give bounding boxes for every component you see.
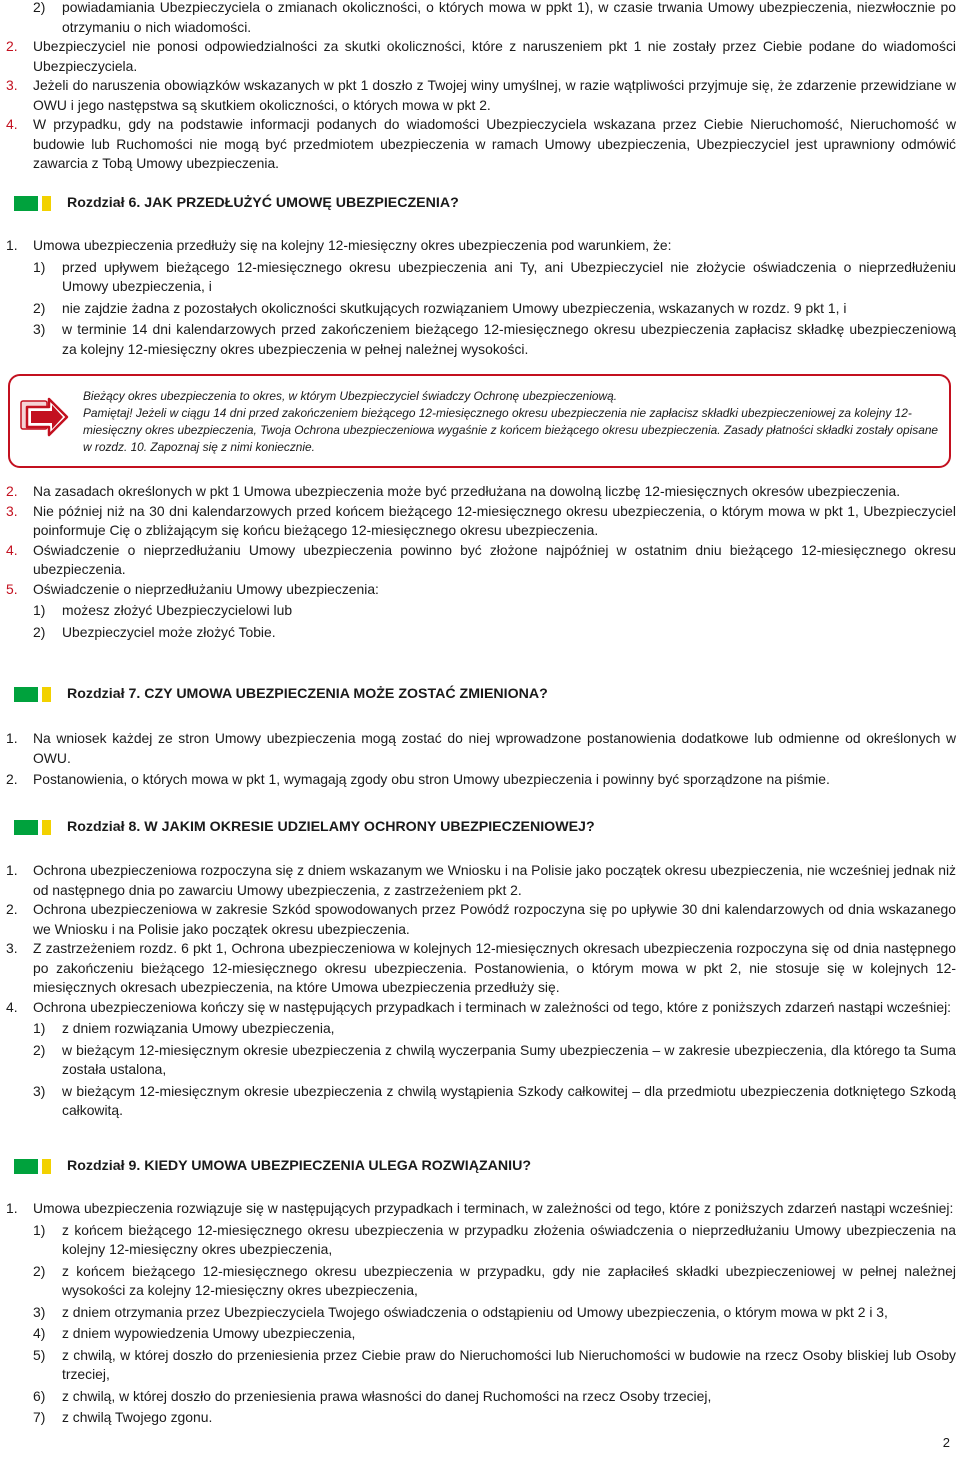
green-square-icon [14,1159,38,1174]
item-number: 3) [33,321,46,337]
yellow-square-icon [42,196,51,211]
item-text: z chwilą, w której doszło do przeniesienia prawa własności do danej Ruchomości na rzecz Osoby trzeciej, [62,1387,712,1404]
item-text: z końcem bieżącego 12-miesięcznego okresu ubezpieczenia w przypadku złożenia oświadczenia o nieprzedłużaniu Umowy ubezpieczenia na kolejny 12-miesięczny okres ubezpieczenia, [62,1221,956,1257]
item-number: 4. [6,998,18,1015]
item-text: przed upływem bieżącego 12-miesięcznego okresu ubezpieczenia ani Ty, ani Ubezpieczyciel nie złożycie oświadczenia o nieprzedłużeniu Umowy ubezpieczenia, i [62,258,956,294]
list-subitem [0,1387,960,1407]
item-text: z chwilą Twojego zgonu. [62,1409,213,1425]
item-number: 1) [33,258,46,275]
item-number: 3) [33,1303,46,1320]
item-text: z dniem otrzymania przez Ubezpieczyciela Twojego oświadczenia o odstąpieniu od Umowy ubezpieczenia, o którym mowa w pkt 2 i 3, [62,1303,888,1320]
item-text: powiadamiania Ubezpieczyciela o zmianach okoliczności, o których mowa w ppkt 1), w czasie trwania Umowy ubezpieczenia, niezwłocznie po otrzymaniu o nich wiadomości. [62,0,956,35]
item-number: 2. [6,38,18,54]
item-number: 5) [33,1346,46,1363]
list-subitem [0,1019,960,1039]
item-text: Na wniosek każdej ze stron Umowy ubezpieczenia mogą zostać do niej wprowadzone postanowienia dodatkowe lub odmienne od określonych w OWU. [33,730,956,766]
item-text: możesz złożyć Ubezpieczycielowi lub [62,602,293,618]
item-number: 2) [33,1262,46,1279]
item-number: 1. [6,730,18,746]
chapter-7-body [0,729,960,790]
chapter-heading [14,817,595,837]
list-subitem [0,258,960,297]
item-text: w bieżącym 12-miesięcznym okresie ubezpieczenia z chwilą wystąpienia Szkody całkowitej – dla przedmiotu ubezpieczenia dotkniętego Szkodą całkowitą. [62,1082,956,1118]
item-text: w bieżącym 12-miesięcznym okresie ubezpieczenia z chwilą wyczerpania Sumy ubezpieczenia – w zakresie ubezpieczenia, dla którego ta Suma została ustalona, [62,1041,956,1077]
list-subitem [0,1082,960,1121]
list-subitem [0,1324,960,1344]
item-text: Umowa ubezpieczenia przedłuży się na kolejny 12-miesięczny okres ubezpieczenia pod warunkiem, że: [33,237,672,253]
item-text: z końcem bieżącego 12-miesięcznego okresu ubezpieczenia w przypadku, gdy nie zapłaciłeś składki ubezpieczeniowej w pełnej należnej wysokości za kolejny 12-miesięczny okres ubezpieczenia, [62,1262,956,1298]
list-subitem [0,1408,960,1428]
item-number: 7) [33,1409,46,1425]
list-subitem [0,299,960,319]
list-item [0,236,960,256]
yellow-square-icon [42,820,51,835]
item-text: Oświadczenie o nieprzedłużaniu Umowy ubezpieczenia powinno być złożone najpóźniej w ostatnim dniu bieżącego 12-miesięcznego okresu ubezpieczenia. [33,541,956,577]
item-number: 5. [6,580,18,597]
item-text: nie zajdzie żadna z pozostałych okoliczności skutkujących rozwiązaniem Umowy ubezpieczenia, wskazanych w rozdz. 9 pkt 1, i [62,299,847,316]
list-item [0,900,960,939]
chapter-8-body [0,861,960,1121]
chapter-heading [14,684,548,704]
item-number: 2) [33,1041,46,1058]
green-square-icon [14,687,38,702]
green-square-icon [14,820,38,835]
item-text: Umowa ubezpieczenia rozwiązuje się w następujących przypadkach i terminach, w zależności od tego, które z poniższych zdarzeń nastąpi wcześniej: [33,1200,954,1216]
item-number: 2. [6,771,18,787]
chapter-heading [14,1156,531,1176]
item-number: 3. [6,502,18,519]
list-item [0,37,960,76]
list-subitem [0,1221,960,1260]
list-item [0,1199,960,1219]
item-text: Ubezpieczyciel może złożyć Tobie. [62,623,276,640]
chapter-title: Rozdział 7. CZY UMOWA UBEZPIECZENIA MOŻE ZOSTAĆ ZMIENIONA? [67,686,548,702]
list-item [0,502,960,541]
list-item [0,0,960,37]
item-number: 6) [33,1387,46,1404]
list-item [0,729,960,768]
item-number: 3. [6,77,18,93]
item-number: 2) [33,299,46,316]
chapter-title: Rozdział 9. KIEDY UMOWA UBEZPIECZENIA ULEGA ROZWIĄZANIU? [67,1158,531,1174]
item-number: 3. [6,940,18,956]
list-item [0,482,960,502]
item-text: Jeżeli do naruszenia obowiązków wskazanych w pkt 1 doszło z Twojej winy umyślnej, w razie wątpliwości przyjmuje się, że zdarzenie przewidziane w OWU i jego następstwa są skutkiem okoliczności, o których mowa w pkt 2. [33,77,956,113]
list-item [0,939,960,998]
item-text: W przypadku, gdy na podstawie informacji podanych do wiadomości Ubezpieczyciela wskazana przez Ciebie Nieruchomość, Nieruchomość w budowie lub Ruchomości nie mogą być przedmiotem ubezpieczenia w ramach Umowy ubezpieczenia, Ubezpieczyciel jest uprawniony odmówić zawarcia z Tobą Umowy ubezpieczenia. [33,116,956,171]
list-subitem [0,1041,960,1080]
chapter-title: Rozdział 8. W JAKIM OKRESIE UDZIELAMY OCHRONY UBEZPIECZENIOWEJ? [67,819,595,835]
item-number: 2. [6,483,18,499]
item-number: 1. [6,1200,18,1216]
item-text: z dniem rozwiązania Umowy ubezpieczenia, [62,1020,335,1036]
note-line: Pamiętaj! Jeżeli w ciągu 14 dni przed zakończeniem bieżącego 12-miesięcznego okresu ubezpieczenia nie zapłacisz składki ubezpieczeniowej za kolejny 12-miesięczny okres ubezpieczenia, Twoja Ochrona ubezpieczeniowa wygaśnie z końcem bieżącego okresu ubezpieczenia. Zasady płatności składki zostały opisane w rozdz. 10. Zapoznaj się z nimi koniecznie. [83,406,939,454]
list-item [0,998,960,1018]
list-subitem [0,1346,960,1385]
list-subitem [0,601,960,621]
yellow-square-icon [42,687,51,702]
item-number: 4. [6,116,18,132]
yellow-square-icon [42,1159,51,1174]
item-text: Postanowienia, o których mowa w pkt 1, wymagają zgody obu stron Umowy ubezpieczenia i powinny być sporządzone na piśmie. [33,771,830,787]
list-item [0,580,960,600]
note-box [8,374,951,468]
item-number: 2) [33,0,46,15]
list-item [0,541,960,580]
chapter-6-body-a [0,236,960,359]
item-text: Z zastrzeżeniem rozdz. 6 pkt 1, Ochrona ubezpieczeniowa w kolejnych 12-miesięcznych okresach ubezpieczenia rozpoczyna się od dnia następnego po zakończeniu bieżącego 12-miesięcznego okresu ubezpieczenia. Postanowienia, o którym mowa w pkt 2, nie stosuje się w kolejnych 12-miesięcznych okresach ubezpieczenia, na które Umowa ubezpieczenia przedłuży się. [33,940,956,995]
section-top [0,0,960,174]
item-number: 1. [6,237,18,253]
list-item [0,115,960,174]
chapter-title: Rozdział 6. JAK PRZEDŁUŻYĆ UMOWĘ UBEZPIECZENIA? [67,195,459,211]
item-number: 4. [6,541,18,558]
arrow-notice-icon [19,395,71,441]
item-text: Na zasadach określonych w pkt 1 Umowa ubezpieczenia może być przedłużana na dowolną liczbę 12-miesięcznych okresów ubezpieczenia. [33,483,901,499]
item-text: z dniem wypowiedzenia Umowy ubezpieczenia, [62,1325,356,1341]
list-item [0,861,960,900]
note-text [83,388,946,456]
list-item [0,770,960,790]
chapter-9-body [0,1199,960,1428]
chapter-heading [14,193,459,213]
item-text: Ochrona ubezpieczeniowa rozpoczyna się z dniem wskazanym we Wniosku i na Polisie jako początek okresu ubezpieczenia, nie wcześniej jednak niż od następnego dnia po zawarciu Umowy ubezpieczenia, z zastrzeżeniem pkt 2. [33,862,956,898]
chapter-6-body-b [0,482,960,642]
list-item [0,76,960,115]
item-number: 1. [6,862,18,878]
item-text: z chwilą, w której doszło do przeniesienia przez Ciebie praw do Nieruchomości lub Nieruchomości w budowie na rzecz Osoby bliskiej lub Osoby trzeciej, [62,1346,956,1382]
item-text: Nie później niż na 30 dni kalendarzowych przed końcem bieżącego 12-miesięcznego okresu ubezpieczenia, o którym mowa w pkt 1, Ubezpieczyciel poinformuje Cię o zbliżającym się końcu bieżącego 12-miesięcznego okresu ubezpieczenia. [33,502,956,538]
item-text: Oświadczenie o nieprzedłużaniu Umowy ubezpieczenia: [33,580,379,597]
note-line: Bieżący okres ubezpieczenia to okres, w którym Ubezpieczyciel świadczy Ochronę ubezpieczeniową. [83,389,617,403]
list-subitem [0,623,960,643]
item-number: 1) [33,1020,46,1036]
item-text: w terminie 14 dni kalendarzowych przed zakończeniem bieżącego 12-miesięcznego okresu ubezpieczenia zapłacisz składkę ubezpieczeniową za kolejny 12-miesięczny okres ubezpieczenia w pełnej należnej wysokości. [62,321,956,357]
list-subitem [0,1262,960,1301]
item-number: 4) [33,1325,46,1341]
item-number: 1) [33,602,46,618]
item-number: 2) [33,623,46,640]
item-number: 2. [6,901,18,917]
item-number: 1) [33,1221,46,1238]
page-number: 2 [942,1435,950,1450]
green-square-icon [14,196,38,211]
item-number: 3) [33,1082,46,1099]
item-text: Ubezpieczyciel nie ponosi odpowiedzialności za skutki okoliczności, które z naruszeniem pkt 1 nie zostały przez Ciebie podane do wiadomości Ubezpieczyciela. [33,38,956,74]
list-subitem [0,320,960,359]
item-text: Ochrona ubezpieczeniowa kończy się w następujących przypadkach i terminach w zależności od tego, które z poniższych zdarzeń nastąpi wcześniej: [33,998,952,1015]
item-text: Ochrona ubezpieczeniowa w zakresie Szkód spowodowanych przez Powódź rozpoczyna się po upływie 30 dni kalendarzowych od dnia wskazanego we Wniosku i na Polisie jako początek okresu ubezpieczenia. [33,901,956,937]
list-subitem [0,1303,960,1323]
